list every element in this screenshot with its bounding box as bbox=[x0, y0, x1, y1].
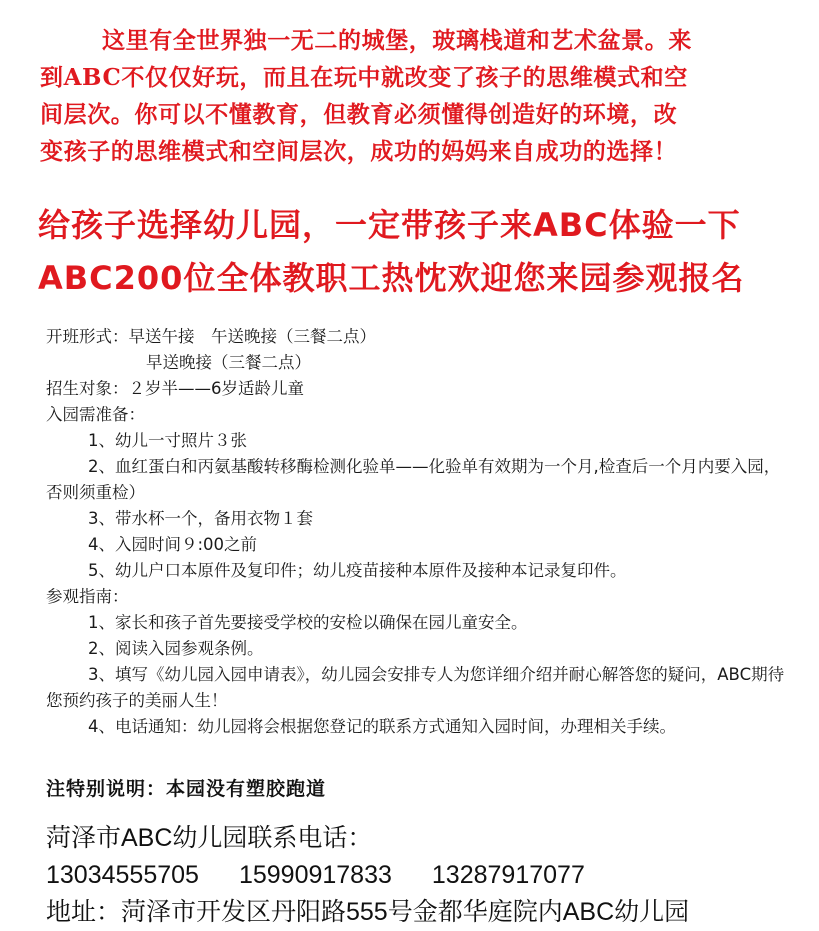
prep-item: 5、幼儿户口本原件及复印件；幼儿疫苗接种本原件及接种本记录复印件。 bbox=[88, 561, 627, 580]
intro-line: 间层次。你可以不懂教育，但教育必须懂得创造好的环境，改 bbox=[40, 101, 678, 128]
headline-welcome-staff: ABC200位全体教职工热忱欢迎您来园参观报名 bbox=[38, 259, 745, 297]
headline-choose-kindergarten: 给孩子选择幼儿园，一定带孩子来ABC体验一下 bbox=[38, 206, 741, 244]
guide-item: 1、家长和孩子首先要接受学校的安检以确保在园儿童安全。 bbox=[88, 613, 528, 632]
guide-title: 参观指南： bbox=[46, 587, 129, 606]
phone-number[interactable]: 13287917077 bbox=[431, 861, 585, 889]
guide-item: 4、电话通知：幼儿园将会根据您登记的联系方式通知入园时间，办理相关手续。 bbox=[88, 717, 676, 736]
class-form-value: 早送午接 午送晚接（三餐二点） bbox=[128, 327, 376, 346]
guide-item: 2、阅读入园参观条例。 bbox=[88, 639, 264, 658]
contact-title: 菏泽市ABC幼儿园联系电话： bbox=[46, 824, 373, 852]
guide-item: 3、填写《幼儿园入园申请表》，幼儿园会安排专人为您详细介绍并耐心解答您的疑问，ABC期待您预约孩子的美丽人生！ bbox=[46, 665, 785, 710]
class-form-value-2: 早送晚接（三餐二点） bbox=[146, 353, 311, 372]
phone-number[interactable]: 15990917833 bbox=[238, 861, 392, 889]
enrollment-info bbox=[46, 324, 786, 740]
phone-list bbox=[46, 857, 806, 894]
intro-line: 变孩子的思维模式和空间层次，成功的妈妈来自成功的选择！ bbox=[40, 138, 678, 165]
phone-number[interactable]: 13034555705 bbox=[46, 861, 199, 889]
intro-line: 到ABC不仅仅好玩，而且在玩中就改变了孩子的思维模式和空 bbox=[40, 64, 688, 91]
prep-item: 2、血红蛋白和丙氨基酸转移酶检测化验单——化验单有效期为一个月,检查后一个月内要入园，否则须重检） bbox=[46, 457, 781, 502]
prep-item: 4、入园时间９:00之前 bbox=[88, 535, 258, 554]
prep-item: 1、幼儿一寸照片３张 bbox=[88, 431, 247, 450]
intro-line: 这里有全世界独一无二的城堡，玻璃栈道和艺术盆景。来 bbox=[102, 27, 692, 54]
special-note: 注特别说明：本园没有塑胶跑道 bbox=[46, 778, 327, 800]
class-form-label: 开班形式： bbox=[46, 327, 129, 346]
address: 地址：菏泽市开发区丹阳路555号金都华庭院内ABC幼儿园 bbox=[46, 898, 690, 926]
prep-title: 入园需准备： bbox=[46, 405, 145, 424]
enroll-target: 招生对象：２岁半——6岁适龄儿童 bbox=[46, 379, 304, 398]
class-form-row bbox=[46, 324, 786, 350]
prep-item: 3、带水杯一个，备用衣物１套 bbox=[88, 509, 313, 528]
contact-block bbox=[46, 820, 806, 931]
intro-paragraph bbox=[40, 22, 800, 170]
